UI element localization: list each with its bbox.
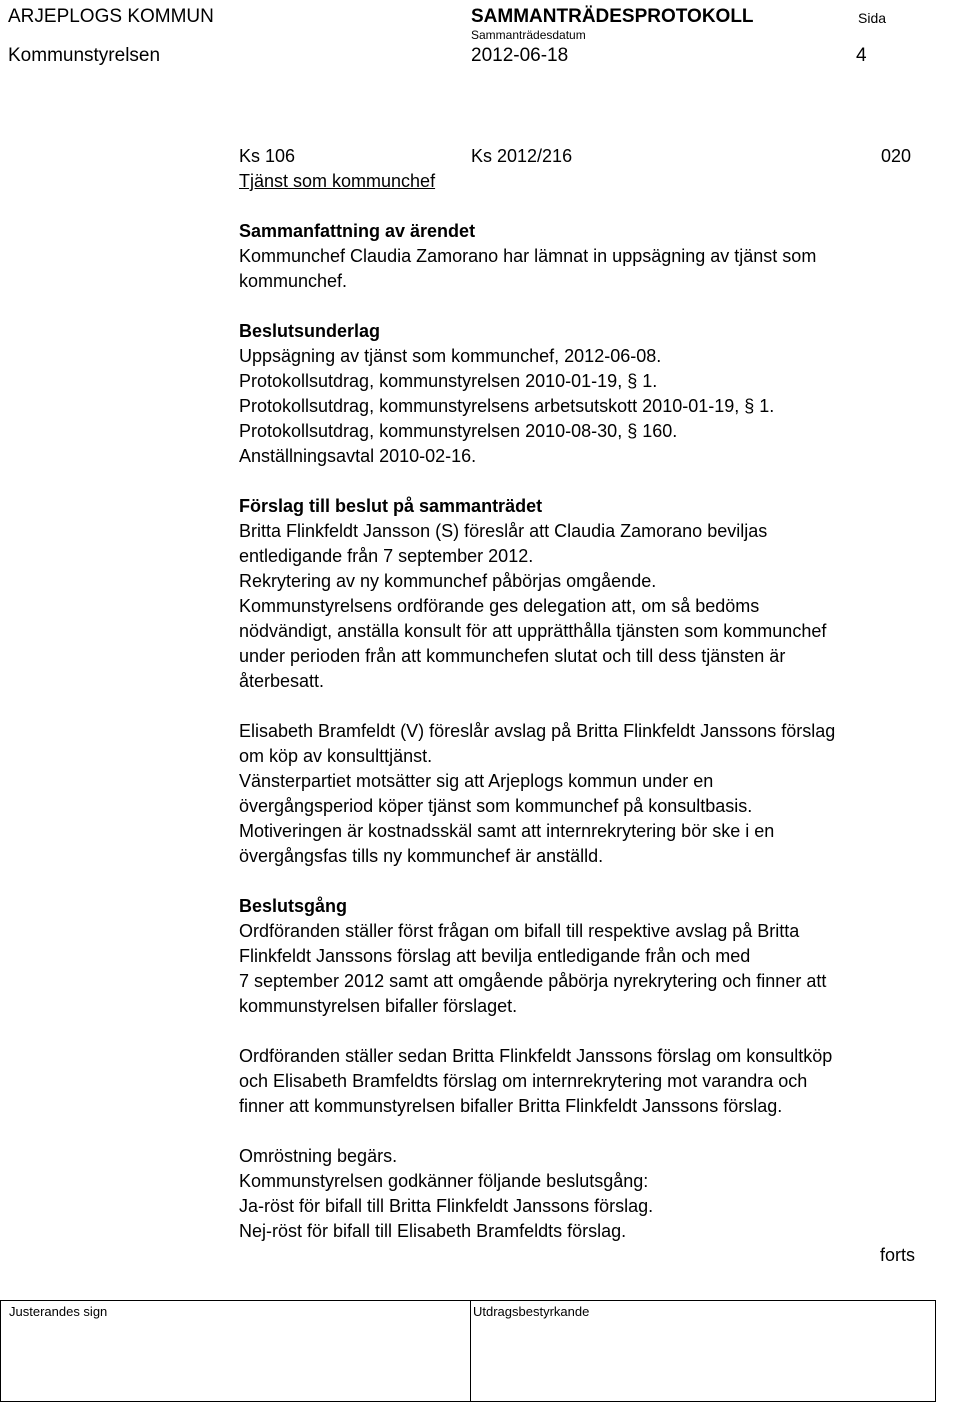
ks-number: Ks 106: [239, 146, 296, 166]
proposal-line: under perioden från att kommunchefen slutat och till dess tjänsten är: [239, 646, 786, 666]
meeting-body: Kommunstyrelsen: [8, 45, 161, 66]
counter-proposal-line: övergångsfas tills ny kommunchef är anställd.: [239, 846, 604, 866]
basis-line: Uppsägning av tjänst som kommunchef, 2012-06-08.: [239, 346, 662, 366]
basis-line: Anställningsavtal 2010-02-16.: [239, 446, 477, 466]
footer-divider: [470, 1301, 471, 1401]
proposal-line: Britta Flinkfeldt Jansson (S) föreslår att Claudia Zamorano beviljas: [239, 521, 768, 541]
procedure-line: Ordföranden ställer först frågan om bifall till respektive avslag på Britta: [239, 921, 800, 941]
case-reference-row: [239, 144, 954, 169]
counter-proposal-line: om köp av konsulttjänst.: [239, 746, 433, 766]
vote-line: Nej-röst för bifall till Elisabeth Bramfeldts förslag.: [239, 1221, 627, 1241]
counter-proposal-line: Motiveringen är kostnadsskäl samt att internrekrytering bör ske i en: [239, 821, 775, 841]
procedure-line: 7 september 2012 samt att omgående påbörja nyrekrytering och finner att: [239, 971, 827, 991]
procedure-line: finner att kommunstyrelsen bifaller Britta Flinkfeldt Janssons förslag.: [239, 1096, 783, 1116]
continued-note: forts: [880, 1245, 916, 1265]
procedure-line: Ordföranden ställer sedan Britta Flinkfeldt Janssons förslag om konsultköp: [239, 1046, 833, 1066]
counter-proposal-line: Vänsterpartiet motsätter sig att Arjeplogs kommun under en: [239, 771, 714, 791]
proposal-line: Rekrytering av ny kommunchef påbörjas omgående.: [239, 571, 657, 591]
vote-line: Omröstning begärs.: [239, 1146, 398, 1166]
date-label: Sammanträdesdatum: [471, 28, 586, 42]
case-code: 020: [881, 146, 912, 166]
proposal-line: återbesatt.: [239, 671, 325, 691]
page-label: Sida: [858, 10, 887, 26]
adjuster-sign-label: Justerandes sign: [9, 1304, 108, 1319]
page-number: 4: [856, 45, 867, 66]
case-title: Tjänst som kommunchef: [239, 171, 436, 191]
signature-footer: [0, 1300, 936, 1402]
proposal-heading: Förslag till beslut på sammanträdet: [239, 496, 543, 516]
basis-line: Protokollsutdrag, kommunstyrelsen 2010-01-19, § 1.: [239, 371, 658, 391]
counter-proposal-line: övergångsperiod köper tjänst som kommunchef på konsultbasis.: [239, 796, 753, 816]
procedure-line: och Elisabeth Bramfeldts förslag om internrekrytering mot varandra och: [239, 1071, 808, 1091]
basis-heading: Beslutsunderlag: [239, 321, 381, 341]
case-reference: Ks 2012/216: [471, 146, 573, 166]
procedure-line: Flinkfeldt Janssons förslag att bevilja entledigande från och med: [239, 946, 751, 966]
basis-line: Protokollsutdrag, kommunstyrelsen 2010-08-30, § 160.: [239, 421, 678, 441]
basis-line: Protokollsutdrag, kommunstyrelsens arbetsutskott 2010-01-19, § 1.: [239, 396, 775, 416]
certified-extract-label: Utdragsbestyrkande: [473, 1304, 590, 1319]
vote-line: Kommunstyrelsen godkänner följande beslutsgång:: [239, 1171, 649, 1191]
proposal-line: entledigande från 7 september 2012.: [239, 546, 534, 566]
summary-line: Kommunchef Claudia Zamorano har lämnat in uppsägning av tjänst som: [239, 246, 817, 266]
summary-heading: Sammanfattning av ärendet: [239, 221, 476, 241]
summary-line: kommunchef.: [239, 271, 348, 291]
proposal-line: nödvändigt, anställa konsult för att upprätthålla tjänsten som kommunchef: [239, 621, 827, 641]
proposal-line: Kommunstyrelsens ordförande ges delegation att, om så bedöms: [239, 596, 760, 616]
vote-line: Ja-röst för bifall till Britta Flinkfeldt Janssons förslag.: [239, 1196, 654, 1216]
counter-proposal-line: Elisabeth Bramfeldt (V) föreslår avslag på Britta Flinkfeldt Janssons förslag: [239, 721, 836, 741]
protocol-body: [239, 144, 954, 1244]
document-type: SAMMANTRÄDESPROTOKOLL: [471, 6, 754, 27]
meeting-date: 2012-06-18: [471, 45, 569, 66]
procedure-heading: Beslutsgång: [239, 896, 348, 916]
org-name: ARJEPLOGS KOMMUN: [8, 6, 214, 27]
procedure-line: kommunstyrelsen bifaller förslaget.: [239, 996, 518, 1016]
